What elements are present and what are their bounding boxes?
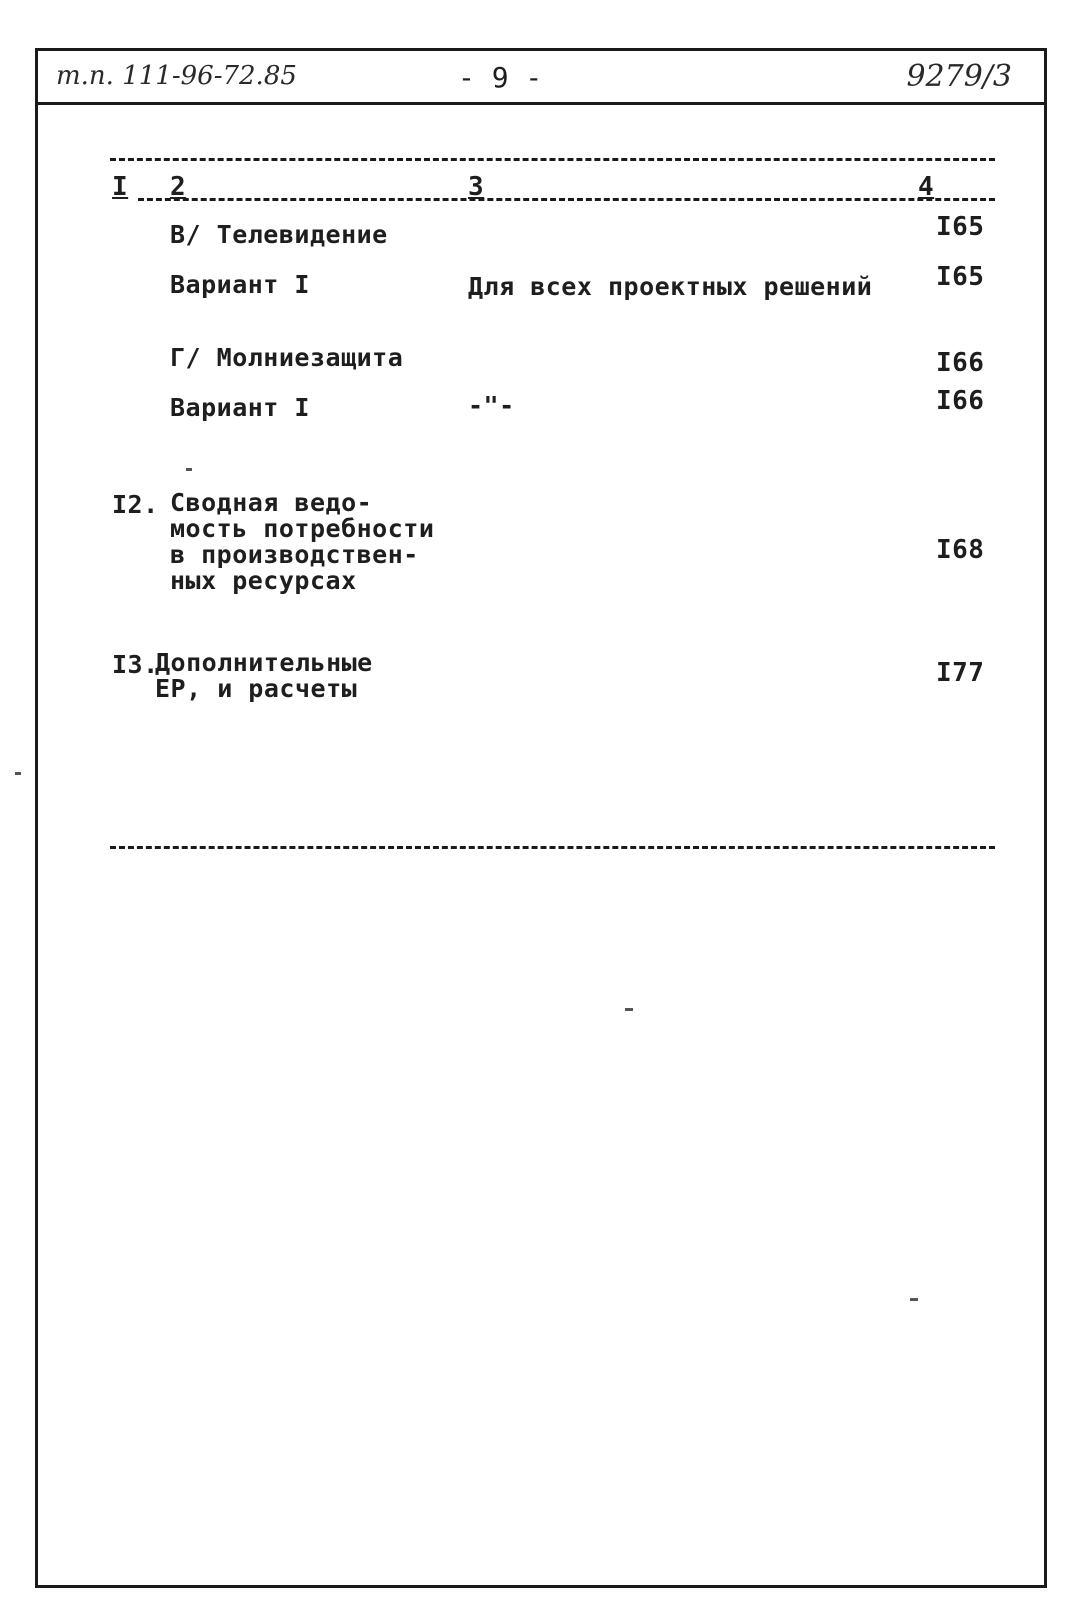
tv-section-title: В/ Телевидение — [170, 220, 388, 249]
lightning-variant-ditto: -"- — [468, 391, 515, 420]
table-top-rule — [110, 158, 995, 161]
table-bottom-rule — [110, 846, 995, 849]
item-12-title — [170, 490, 434, 594]
header-row-rule — [138, 198, 995, 201]
lightning-section-title: Г/ Молниезащита — [170, 343, 404, 372]
scan-speck — [186, 468, 192, 471]
item-12-title-line-3: в производствен- — [170, 540, 419, 569]
header-bar — [38, 51, 1044, 105]
lightning-variant-label: Вариант I — [170, 393, 310, 422]
tv-variant-page: I65 — [936, 262, 985, 292]
tv-variant-label: Вариант I — [170, 270, 310, 299]
tv-variant-description: Для всех проектных решений — [468, 272, 873, 301]
document-code: т.п. 111-96-72.85 — [56, 61, 297, 91]
scan-speck — [15, 772, 21, 775]
item-13-title-line-2: ЕР, и расчеты — [155, 674, 358, 703]
scan-speck — [910, 1298, 918, 1301]
sheet-reference: 9279/3 — [906, 59, 1012, 94]
item-12-title-line-2: мость потребности — [170, 514, 435, 543]
scan-speck — [625, 1008, 633, 1011]
item-12-page: I68 — [936, 535, 985, 565]
column-header-2: 2 — [170, 172, 187, 202]
item-12-number: I2. — [112, 490, 159, 519]
column-header-4: 4 — [918, 172, 935, 202]
item-13-title — [155, 650, 373, 702]
item-12-title-line-1: Сводная ведо- — [170, 488, 373, 517]
item-13-page: I77 — [936, 658, 985, 688]
page-number: - 9 - — [458, 61, 543, 94]
lightning-section-page: I66 — [936, 348, 985, 378]
tv-section-page: I65 — [936, 212, 985, 242]
lightning-variant-page: I66 — [936, 386, 985, 416]
column-header-3: 3 — [468, 172, 485, 202]
item-13-number: I3. — [112, 650, 159, 679]
item-12-title-line-4: ных ресурсах — [170, 566, 357, 595]
column-header-1: I — [112, 172, 129, 202]
item-13-title-line-1: Дополнительные — [155, 648, 373, 677]
